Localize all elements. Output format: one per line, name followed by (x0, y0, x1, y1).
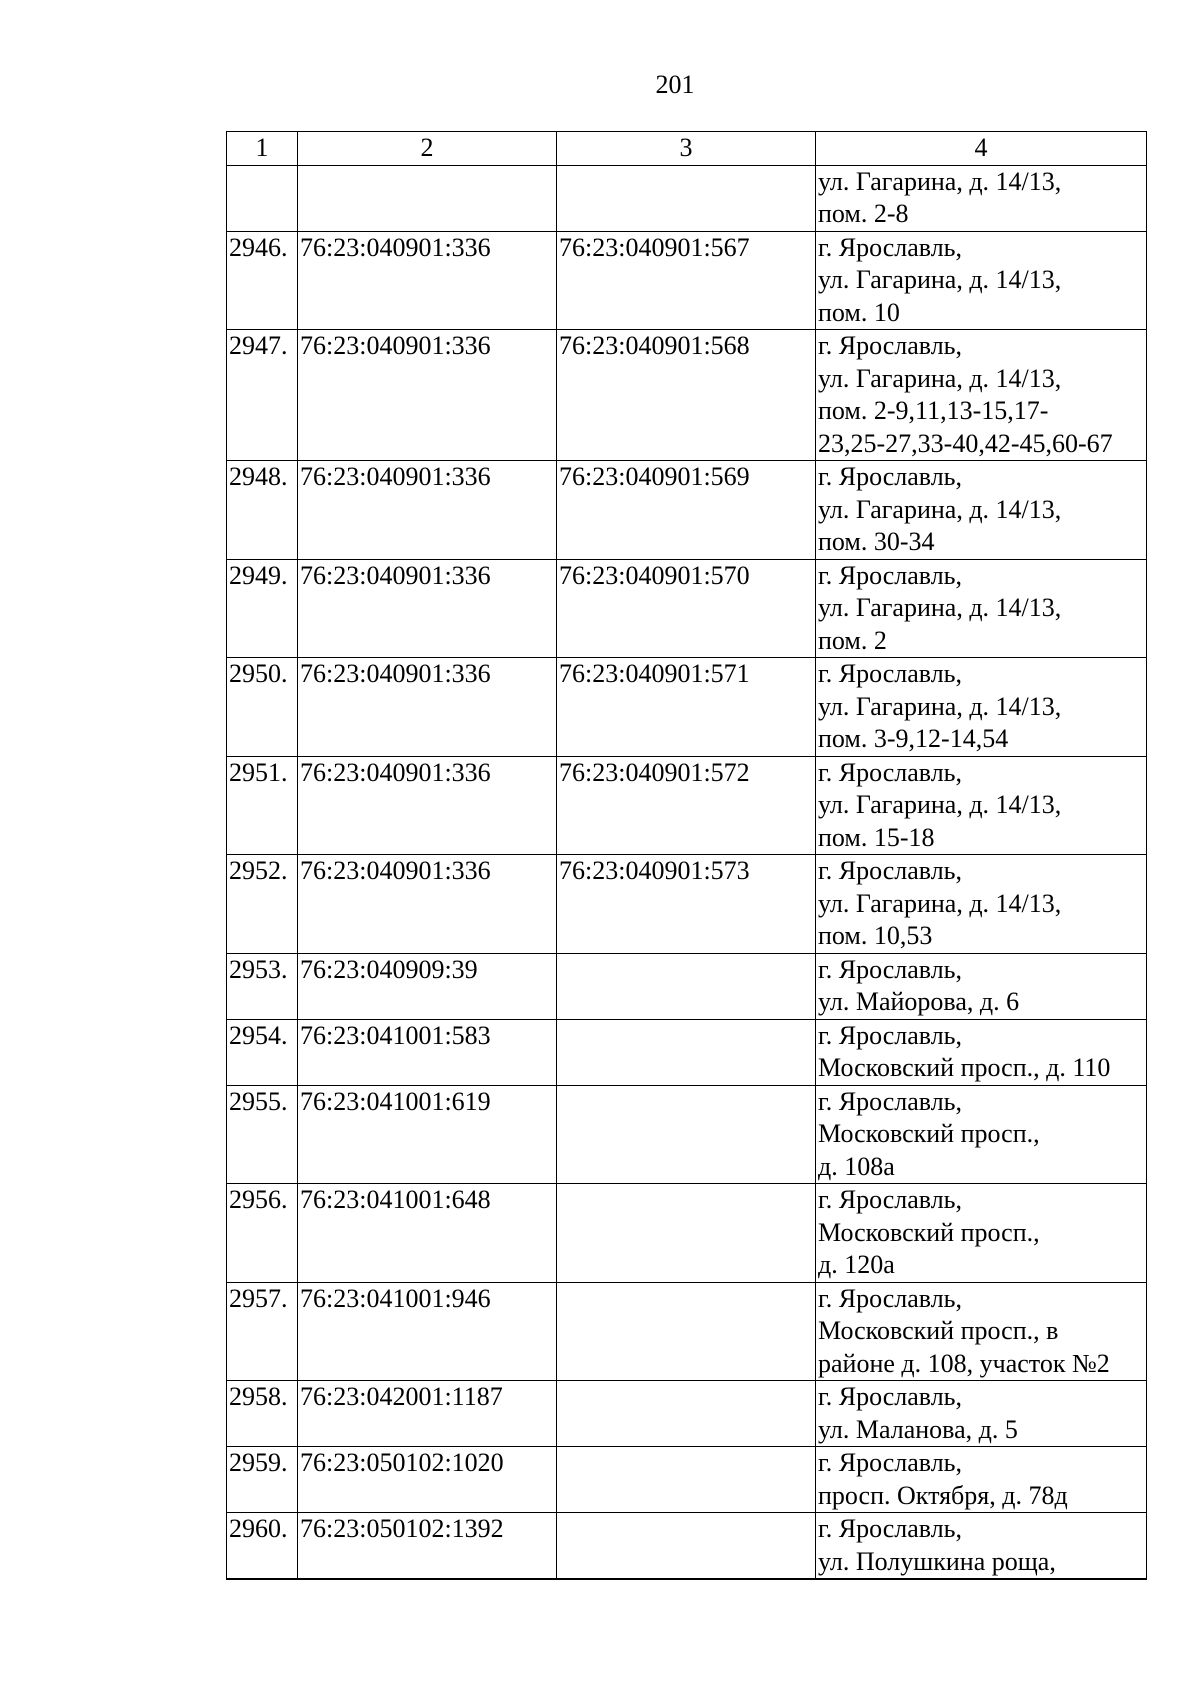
address (816, 1579, 1147, 1580)
parcel-cadastral-number: 76:23:041001:619 (298, 1085, 557, 1184)
parcel-cadastral-number: 76:23:040909:39 (298, 953, 557, 1019)
address: г. Ярославль, ул. Майорова, д. 6 (816, 953, 1147, 1019)
address: г. Ярославль, Московский просп., д. 110 (816, 1019, 1147, 1085)
table-row (227, 1282, 1147, 1381)
object-cadastral-number: 76:23:040901:571 (557, 658, 816, 757)
row-number: 2951. (227, 756, 298, 855)
address: г. Ярославль, ул. Гагарина, д. 14/13, пом. 3-9,12-14,54 (816, 658, 1147, 757)
table-row (227, 231, 1147, 330)
parcel-cadastral-number: 76:23:040901:336 (298, 559, 557, 658)
object-cadastral-number: 76:23:040901:570 (557, 559, 816, 658)
object-cadastral-number (557, 1447, 816, 1513)
parcel-cadastral-number: 76:23:040901:336 (298, 330, 557, 461)
address: г. Ярославль, ул. Гагарина, д. 14/13, пом. 2-9,11,13-15,17- 23,25-27,33-40,42-45,60-67 (816, 330, 1147, 461)
table-row (227, 559, 1147, 658)
object-cadastral-number (557, 953, 816, 1019)
parcel-cadastral-number: 76:23:041001:648 (298, 1184, 557, 1283)
page-number: 201 (655, 70, 695, 99)
row-number: 2950. (227, 658, 298, 757)
table-row (227, 1447, 1147, 1513)
row-number: 2946. (227, 231, 298, 330)
row-number: 2959. (227, 1447, 298, 1513)
parcel-cadastral-number: 76:23:050102:1392 (298, 1513, 557, 1579)
address: г. Ярославль, ул. Гагарина, д. 14/13, пом. 10 (816, 231, 1147, 330)
object-cadastral-number: 76:23:040901:569 (557, 461, 816, 560)
row-number: 2952. (227, 855, 298, 954)
registry-table (226, 131, 1147, 1580)
object-cadastral-number (557, 1579, 816, 1580)
table-row (227, 1184, 1147, 1283)
parcel-cadastral-number (298, 165, 557, 231)
column-header-parcel: 2 (298, 132, 557, 166)
row-number: 2949. (227, 559, 298, 658)
parcel-cadastral-number: 76:23:041001:946 (298, 1282, 557, 1381)
table-row (227, 855, 1147, 954)
parcel-cadastral-number: 76:23:040901:336 (298, 658, 557, 757)
table-row (227, 330, 1147, 461)
address: г. Ярославль, ул. Гагарина, д. 14/13, пом. 15-18 (816, 756, 1147, 855)
column-header-number: 1 (227, 132, 298, 166)
table-row (227, 953, 1147, 1019)
object-cadastral-number: 76:23:040901:568 (557, 330, 816, 461)
object-cadastral-number: 76:23:040901:572 (557, 756, 816, 855)
address: г. Ярославль, ул. Гагарина, д. 14/13, пом. 30-34 (816, 461, 1147, 560)
row-number: 2956. (227, 1184, 298, 1283)
row-number (227, 165, 298, 231)
table-row (227, 756, 1147, 855)
object-cadastral-number: 76:23:040901:573 (557, 855, 816, 954)
object-cadastral-number (557, 1184, 816, 1283)
object-cadastral-number (557, 165, 816, 231)
row-number: 2955. (227, 1085, 298, 1184)
row-number: 2960. (227, 1513, 298, 1579)
address: г. Ярославль, Московский просп., д. 108а (816, 1085, 1147, 1184)
address: г. Ярославль, просп. Октября, д. 78д (816, 1447, 1147, 1513)
parcel-cadastral-number: 76:23:050102:1020 (298, 1447, 557, 1513)
address: г. Ярославль, ул. Гагарина, д. 14/13, пом. 10,53 (816, 855, 1147, 954)
parcel-cadastral-number: 76:23:042001:1187 (298, 1381, 557, 1447)
object-cadastral-number (557, 1513, 816, 1579)
object-cadastral-number (557, 1085, 816, 1184)
address: ул. Гагарина, д. 14/13, пом. 2-8 (816, 165, 1147, 231)
parcel-cadastral-number: 76:23:041001:583 (298, 1019, 557, 1085)
address: г. Ярославль, ул. Гагарина, д. 14/13, пом. 2 (816, 559, 1147, 658)
object-cadastral-number (557, 1282, 816, 1381)
object-cadastral-number (557, 1019, 816, 1085)
object-cadastral-number (557, 1381, 816, 1447)
column-header-object: 3 (557, 132, 816, 166)
parcel-cadastral-number: 76:23:040901:336 (298, 855, 557, 954)
parcel-cadastral-number (298, 1579, 557, 1580)
table-row (227, 165, 1147, 231)
table-row (227, 658, 1147, 757)
table-row (227, 1085, 1147, 1184)
row-number (227, 1579, 298, 1580)
address: г. Ярославль, Московский просп., в районе д. 108, участок №2 (816, 1282, 1147, 1381)
address: г. Ярославль, Московский просп., д. 120а (816, 1184, 1147, 1283)
table-row (227, 461, 1147, 560)
row-number: 2947. (227, 330, 298, 461)
row-number: 2953. (227, 953, 298, 1019)
row-number: 2948. (227, 461, 298, 560)
row-number: 2957. (227, 1282, 298, 1381)
parcel-cadastral-number: 76:23:040901:336 (298, 756, 557, 855)
column-header-address: 4 (816, 132, 1147, 166)
row-number: 2954. (227, 1019, 298, 1085)
table-row (227, 1381, 1147, 1447)
object-cadastral-number: 76:23:040901:567 (557, 231, 816, 330)
table-row (227, 1513, 1147, 1579)
header-row (227, 132, 1147, 166)
row-number: 2958. (227, 1381, 298, 1447)
parcel-cadastral-number: 76:23:040901:336 (298, 231, 557, 330)
table-row (227, 1579, 1147, 1580)
parcel-cadastral-number: 76:23:040901:336 (298, 461, 557, 560)
address: г. Ярославль, ул. Полушкина роща, (816, 1513, 1147, 1579)
table-row (227, 1019, 1147, 1085)
address: г. Ярославль, ул. Маланова, д. 5 (816, 1381, 1147, 1447)
